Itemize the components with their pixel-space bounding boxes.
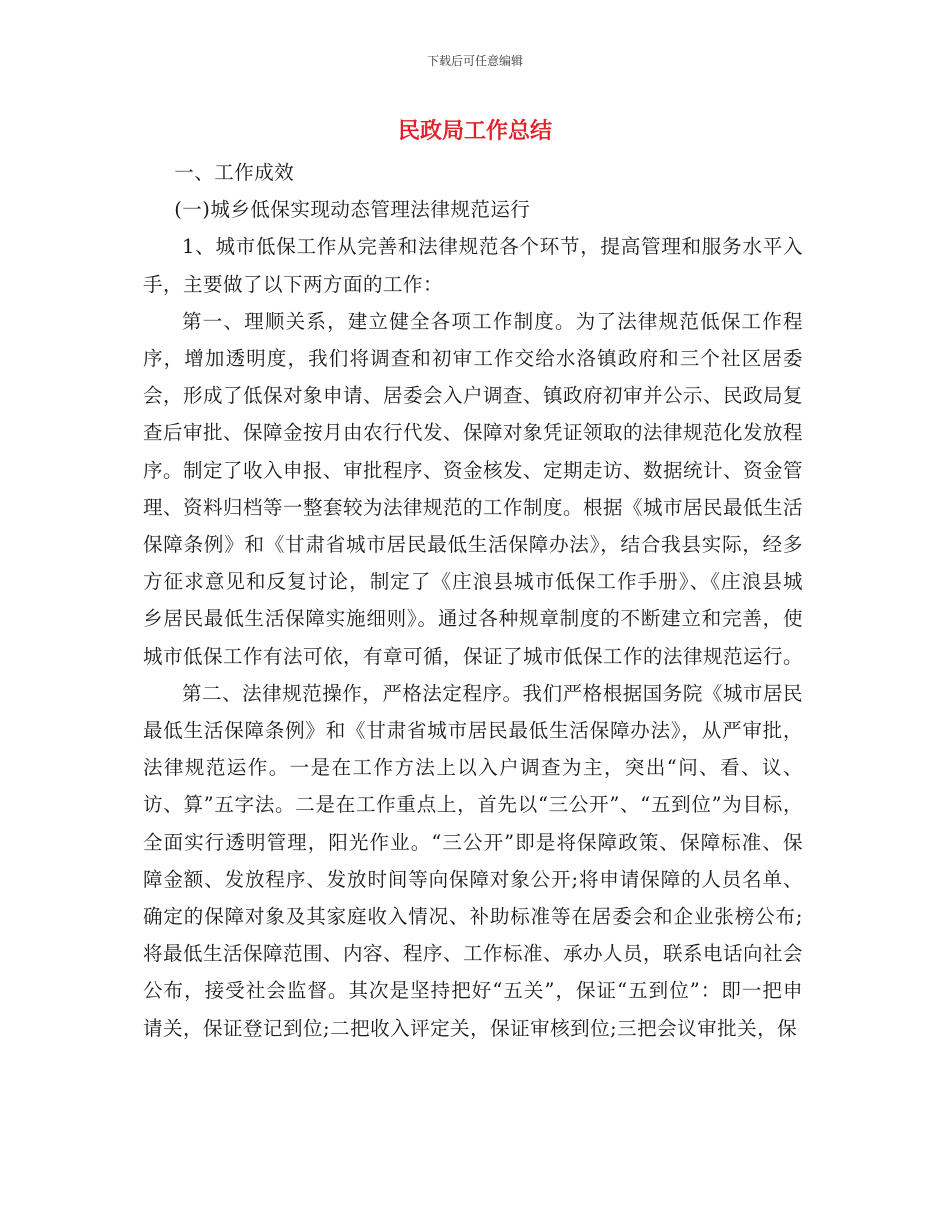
document-body <box>143 154 803 1047</box>
subsection-heading: (一)城乡低保实现动态管理法律规范运行 <box>174 198 531 222</box>
section-heading: 一、工作成效 <box>174 161 295 184</box>
document-title: 民政局工作总结 <box>397 119 552 144</box>
header-note: 下载后可任意编辑 <box>426 54 523 68</box>
paragraph-second: 第二、法律规范操作，严格法定程序。我们严格根据国务院《城市居民最低生活保障条例》和《甘肃省城市居民最低生活保障办法》，从严审批，法律规范运作。一是在工作方法上以入户调查为主，突出“问、看、议、访、算”五字法。二是在工作重点上，首先以“三公开”、“五到位”为目标，全面实行透明管理，阳光作业。“三公开”即是将保障政策、保障标准、保障金额、发放程序、发放时间等向保障对象公开;将申请保障的人员名单、确定的保障对象及其家庭收入情况、补助标准等在居委会和企业张榜公布;将最低生活保障范围、内容、程序、工作标准、承办人员，联系电话向社会公布，接受社会监督。其次是坚持把好“五关”，保证“五到位”：即一把申请关，保证登记到位;二把收入评定关，保证审核到位;三把会议审批关，保 <box>143 681 804 1040</box>
paragraph-intro: 1、城市低保工作从完善和法律规范各个环节，提高管理和服务水平入手，主要做了以下两方面的工作： <box>143 235 803 296</box>
paragraph-first: 第一、理顺关系，建立健全各项工作制度。为了法律规范低保工作程序，增加透明度，我们将调查和初审工作交给水洛镇政府和三个社区居委会，形成了低保对象申请、居委会入户调查、镇政府初审并公示、民政局复查后审批、保障金按月由农行代发、保障对象凭证领取的法律规范化发放程序。制定了收入申报、审批程序、资金核发、定期走访、数据统计、资金管理、资料归档等一整套较为法律规范的工作制度。根据《城市居民最低生活保障条例》和《甘肃省城市居民最低生活保障办法》，结合我县实际，经多方征求意见和反复讨论，制定了《庄浪县城市低保工作手册》、《庄浪县城乡居民最低生活保障实施细则》。通过各种规章制度的不断建立和完善，使城市低保工作有法可依，有章可循，保证了城市低保工作的法律规范运行。 <box>143 309 804 668</box>
